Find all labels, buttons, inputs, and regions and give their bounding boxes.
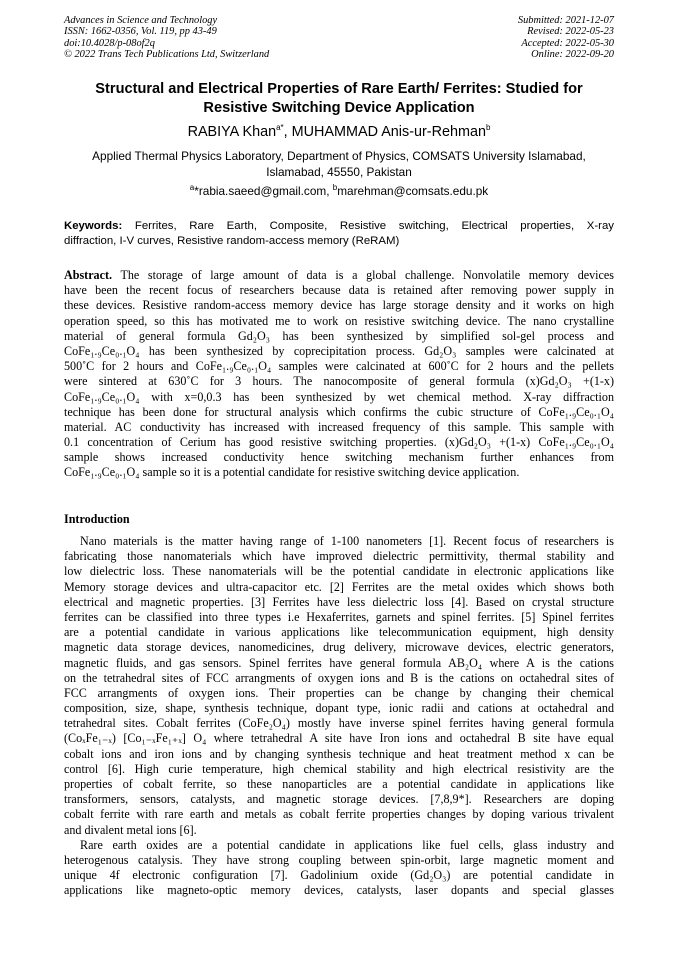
journal-header-right bbox=[518, 15, 614, 60]
keywords bbox=[64, 219, 614, 248]
intro-line: magnetic fluids, and gas sensors. Spinel ferrites have general formula AB₂O₄ where A is the cations bbox=[64, 655, 614, 670]
intro-line: FCC arrangments of oxygen ions. Their properties can be change by changing their chemical bbox=[64, 685, 614, 700]
email-mark: a bbox=[189, 183, 195, 193]
author-separator: , bbox=[283, 124, 292, 140]
abstract-line bbox=[64, 268, 614, 283]
intro-line: Rare earth oxides are a potential candidate in applications like fuel cells, glass industry and bbox=[80, 837, 614, 852]
title-line: Structural and Electrical Properties of Rare Earth/ Ferrites: Studied for bbox=[95, 81, 583, 97]
affiliation bbox=[60, 149, 618, 180]
abstract-line: material. AC conductivity has increased with increased frequency of this sample. This sample with bbox=[64, 419, 614, 434]
affiliation-line: Applied Thermal Physics Laboratory, Department of Physics, COMSATS University Islamabad, bbox=[92, 149, 586, 163]
submitted-date: Submitted: 2021-12-07 bbox=[517, 15, 614, 26]
abstract-line: were sintered at 630˚C for 3 hours. The nanocomposite of general formula (x)Gd₂O₃ +(1-x) bbox=[64, 374, 614, 389]
intro-line: cobalt ferrite with rare earth and metals as cobalt ferrite properties changes by doping various trivalent bbox=[64, 807, 614, 822]
keywords-text: Ferrites, Rare Earth, Composite, Resistive switching, Electrical properties, X-ray bbox=[122, 220, 614, 232]
affiliation-line: Islamabad, 45550, Pakistan bbox=[266, 164, 412, 179]
title-line: Resistive Switching Device Application bbox=[203, 100, 475, 116]
intro-line: electrical and magnetic properties. [3] Ferrites have less dielectric loss [4]. Based on crystal structure bbox=[64, 594, 614, 609]
intro-line: composition, size, shape, synthesis technique, dopant type, ionic radii and cations at octahedral and bbox=[64, 701, 614, 716]
intro-line: heterogenous catalysis. They have strong coupling between spin-orbit, large magnetic moment and bbox=[64, 852, 614, 867]
intro-line: applications like magneto-optic memory devices, catalysts, laser dopants and special glasses bbox=[64, 883, 614, 898]
issn-volume: ISSN: 1662-0356, Vol. 119, pp 43-49 bbox=[64, 26, 217, 38]
accepted-date: Accepted: 2022-05-30 bbox=[521, 37, 614, 49]
abstract-label: Abstract. bbox=[64, 268, 113, 282]
paper-title bbox=[40, 80, 638, 118]
intro-line: low dielectric loss. These nanomaterials will be the potential candidate in electronic applications like bbox=[64, 564, 614, 579]
abstract-line: 0.1 concentration of Cerium has good resistive switching properties. (x)Gd₂O₃ +(1-x) CoFe₁.₉Ce₀.₁O₄ bbox=[64, 435, 614, 450]
email-link[interactable]: *rabia.saeed@gmail.com, bbox=[194, 184, 333, 198]
abstract-line: technique has been done for structural analysis which confirms the cubic structure of CoFe₁.₉Ce₀.₁O₄ bbox=[64, 404, 614, 419]
introduction-body bbox=[64, 534, 614, 899]
intro-line: unique 4f electronic configuration [7]. Gadolinium oxide (Gd₂O₃) are potential candidate in bbox=[64, 868, 614, 883]
doi-link[interactable]: doi:10.4028/p-08of2q bbox=[64, 37, 155, 49]
keywords-label: Keywords: bbox=[64, 220, 123, 232]
intro-line: cobalt ions and iron ions and by changing synthesis technique and heat treatment method x can be bbox=[64, 746, 614, 761]
author-name: MUHAMMAD Anis-ur-Rehman bbox=[291, 124, 486, 140]
intro-line: and divalent metal ions [6]. bbox=[64, 822, 197, 837]
intro-line: are a potential candidate in various applications like telecommunication equipment, high density bbox=[64, 625, 614, 640]
revised-date: Revised: 2022-05-23 bbox=[527, 26, 614, 38]
email-mark: b bbox=[332, 183, 338, 193]
abstract-line: CoFe₁.₉Ce₀.₁O₄ with x=0,0.3 has been synthesized by wet chemical method. X-ray diffraction bbox=[64, 389, 614, 404]
copyright: © 2022 Trans Tech Publications Ltd, Switzerland bbox=[64, 48, 270, 60]
abstract-line: have been the recent focus of researchers because data is retained after removing power supply in bbox=[64, 283, 614, 298]
intro-line: on the tetrahedral sites of FCC arrangments of oxygen ions and B is the cations on octahedral sites of bbox=[64, 670, 614, 685]
author-emails bbox=[0, 184, 678, 199]
journal-name: Advances in Science and Technology bbox=[64, 15, 218, 26]
intro-line: magnetic data storage devices, nanomedicines, drug delivery, microwave devices, electric generators, bbox=[64, 640, 614, 655]
online-date: Online: 2022-09-20 bbox=[531, 48, 614, 60]
author-name: RABIYA Khan bbox=[187, 124, 277, 140]
intro-line: Memory storage devices and ultra-capacitor etc. [2] Ferrites are the metal oxides which shows both bbox=[64, 579, 614, 594]
intro-line: ferrites can be classified into three types i.e Hexaferrites, garnets and spinel ferrites. [5] Spinel ferrites bbox=[64, 609, 614, 624]
abstract-line: material of general formula Gd₂O₃ has been synthesized by simplified sol-gel process and bbox=[64, 328, 614, 343]
author-affiliation-mark: b bbox=[485, 123, 491, 133]
intro-line: properties of cobalt ferrite, so these nanoparticles are a potential candidate in applications like bbox=[64, 777, 614, 791]
intro-line: transformers, sensors, catalysts, and magnetic storage devices. [7,8,9*]. Researchers are doping bbox=[64, 792, 614, 807]
intro-line: control [6]. High curie temperature, high chemical stability and high electrical resistivity are the bbox=[64, 761, 614, 776]
abstract-line: CoFe₁.₉Ce₀.₁O₄ has been synthesized by coprecipitation process. Gd₂O₃ samples were calcinated at bbox=[64, 343, 614, 358]
journal-header-left bbox=[64, 15, 269, 60]
email-link[interactable]: marehman@comsats.edu.pk bbox=[337, 184, 489, 198]
abstract-line: 500˚C for 2 hours and CoFe₁.₉Ce₀.₁O₄ samples were calcinated at 600˚C for 2 hours and the pellets bbox=[64, 359, 614, 374]
intro-line: fabricating those nanomaterials which have improved dielectric permittivity, thermal stability and bbox=[64, 549, 614, 564]
abstract-line: CoFe₁.₉Ce₀.₁O₄ sample so it is a potential candidate for resistive switching device application. bbox=[64, 465, 520, 480]
intro-line: (CoₓFe₁₋ₓ) [Co₁₋ₓFe₁₊ₓ] O₄ where tetrahedral A site have Iron ions and octahedral B site have equal bbox=[64, 731, 614, 746]
abstract-line: these devices. Resistive random-access memory device has large storage density and it works on high bbox=[64, 298, 614, 313]
intro-line: tetrahedral sites. Cobalt ferrites (CoFe₂O₄) mostly have inverse spinel ferrites having general formula bbox=[64, 716, 614, 731]
section-heading-introduction: Introduction bbox=[64, 512, 130, 526]
intro-line: Nano materials is the matter having range of 1-100 nanometers [1]. Recent focus of researchers is bbox=[80, 534, 614, 548]
abstract-line: operation speed, so this has motivated me to work on resistive switching device. The nano crystalline bbox=[64, 313, 614, 328]
abstract-line: sample shows increased conductivity hence switching mechanism further enhances from bbox=[64, 450, 614, 465]
abstract-text: The storage of large amount of data is a global challenge. Nonvolatile memory devices bbox=[112, 268, 614, 282]
author-list bbox=[0, 123, 678, 141]
abstract bbox=[64, 268, 614, 481]
author-affiliation-mark: a* bbox=[276, 123, 284, 133]
keywords-line: diffraction, I-V curves, Resistive random-access memory (ReRAM) bbox=[64, 234, 400, 247]
keywords-line bbox=[64, 219, 614, 234]
